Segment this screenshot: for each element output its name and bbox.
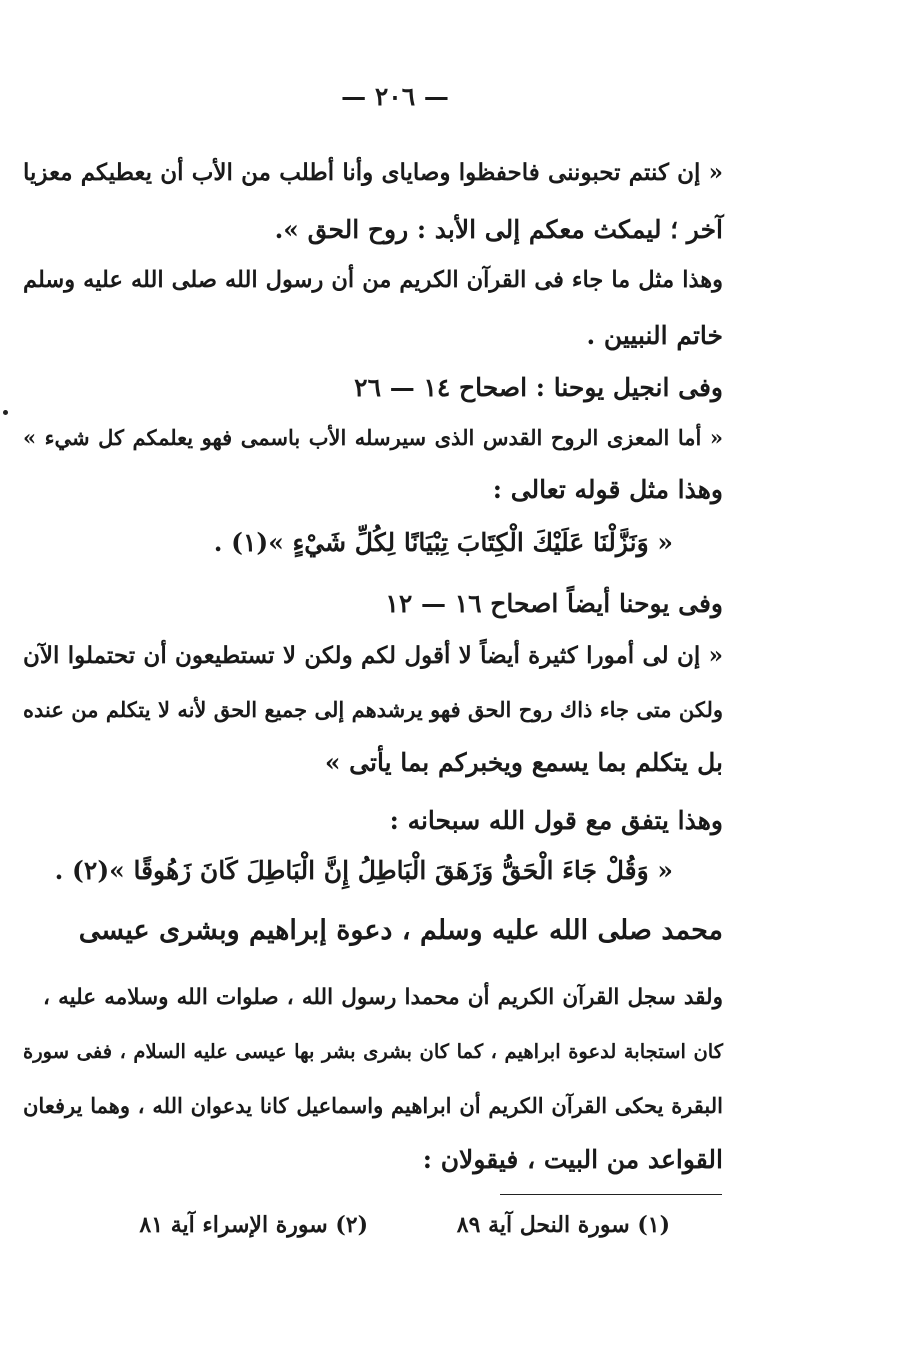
text-line: وفى يوحنا أيضاً اصحاح ١٦ — ١٢ <box>385 589 723 618</box>
text-line: « إن كنتم تحبوننى فاحفظوا وصاياى وأنا أطلب من الأب أن يعطيكم معزيا <box>23 159 723 186</box>
text-line: كان استجابة لدعوة ابراهيم ، كما كان بشرى بشر بها عيسى عليه السلام ، ففى سورة <box>23 1040 723 1063</box>
text-line: ولكن متى جاء ذاك روح الحق فهو يرشدهم إلى جميع الحق لأنه لا يتكلم من عنده <box>23 697 723 722</box>
text-line: « إن لى أمورا كثيرة أيضاً لا أقول لكم ولكن لا تستطيعون أن تحتملوا الآن <box>23 642 723 669</box>
quran-verse: « وَنَزَّلْنَا عَلَيْكَ الْكِتَابَ تِبْيَانًا لِكُلِّ شَيْءٍ »(١) . <box>213 528 673 557</box>
text-line: خاتم النبيين . <box>586 321 723 350</box>
text-line: ولقد سجل القرآن الكريم أن محمدا رسول الله ، صلوات الله وسلامه عليه ، <box>43 985 723 1010</box>
text-line: وهذا مثل ما جاء فى القرآن الكريم من أن رسول الله صلى الله عليه وسلم <box>23 267 723 293</box>
footnote-2: (٢) سورة الإسراء آية ٨١ <box>139 1212 368 1238</box>
page-number: — ٢٠٦ — <box>341 82 449 111</box>
text-line: القواعد من البيت ، فيقولان : <box>422 1145 723 1174</box>
footnote-1: (١) سورة النحل آية ٨٩ <box>456 1212 670 1238</box>
text-line: بل يتكلم بما يسمع ويخبركم بما يأتى » <box>324 748 723 777</box>
text-line: البقرة يحكى القرآن الكريم أن ابراهيم واسماعيل كانا يدعوان الله ، وهما يرفعان <box>23 1093 723 1118</box>
text-line: آخر ؛ ليمكث معكم إلى الأبد : روح الحق ». <box>274 215 723 244</box>
footnote-separator <box>500 1194 722 1195</box>
section-heading: محمد صلى الله عليه وسلم ، دعوة إبراهيم وبشرى عيسى <box>78 915 723 946</box>
text-line: « أما المعزى الروح القدس الذى سيرسله الأب باسمى فهو يعلمكم كل شيء » <box>23 425 723 450</box>
text-line: وفى انجيل يوحنا : اصحاح ١٤ — ٢٦ <box>354 373 723 402</box>
quran-verse: « وَقُلْ جَاءَ الْحَقُّ وَزَهَقَ الْبَاطِلُ إِنَّ الْبَاطِلَ كَانَ زَهُوقًا »(٢) . <box>54 856 673 885</box>
margin-mark <box>3 410 8 415</box>
text-line: وهذا يتفق مع قول الله سبحانه : <box>389 806 723 835</box>
text-line: وهذا مثل قوله تعالى : <box>492 475 723 504</box>
